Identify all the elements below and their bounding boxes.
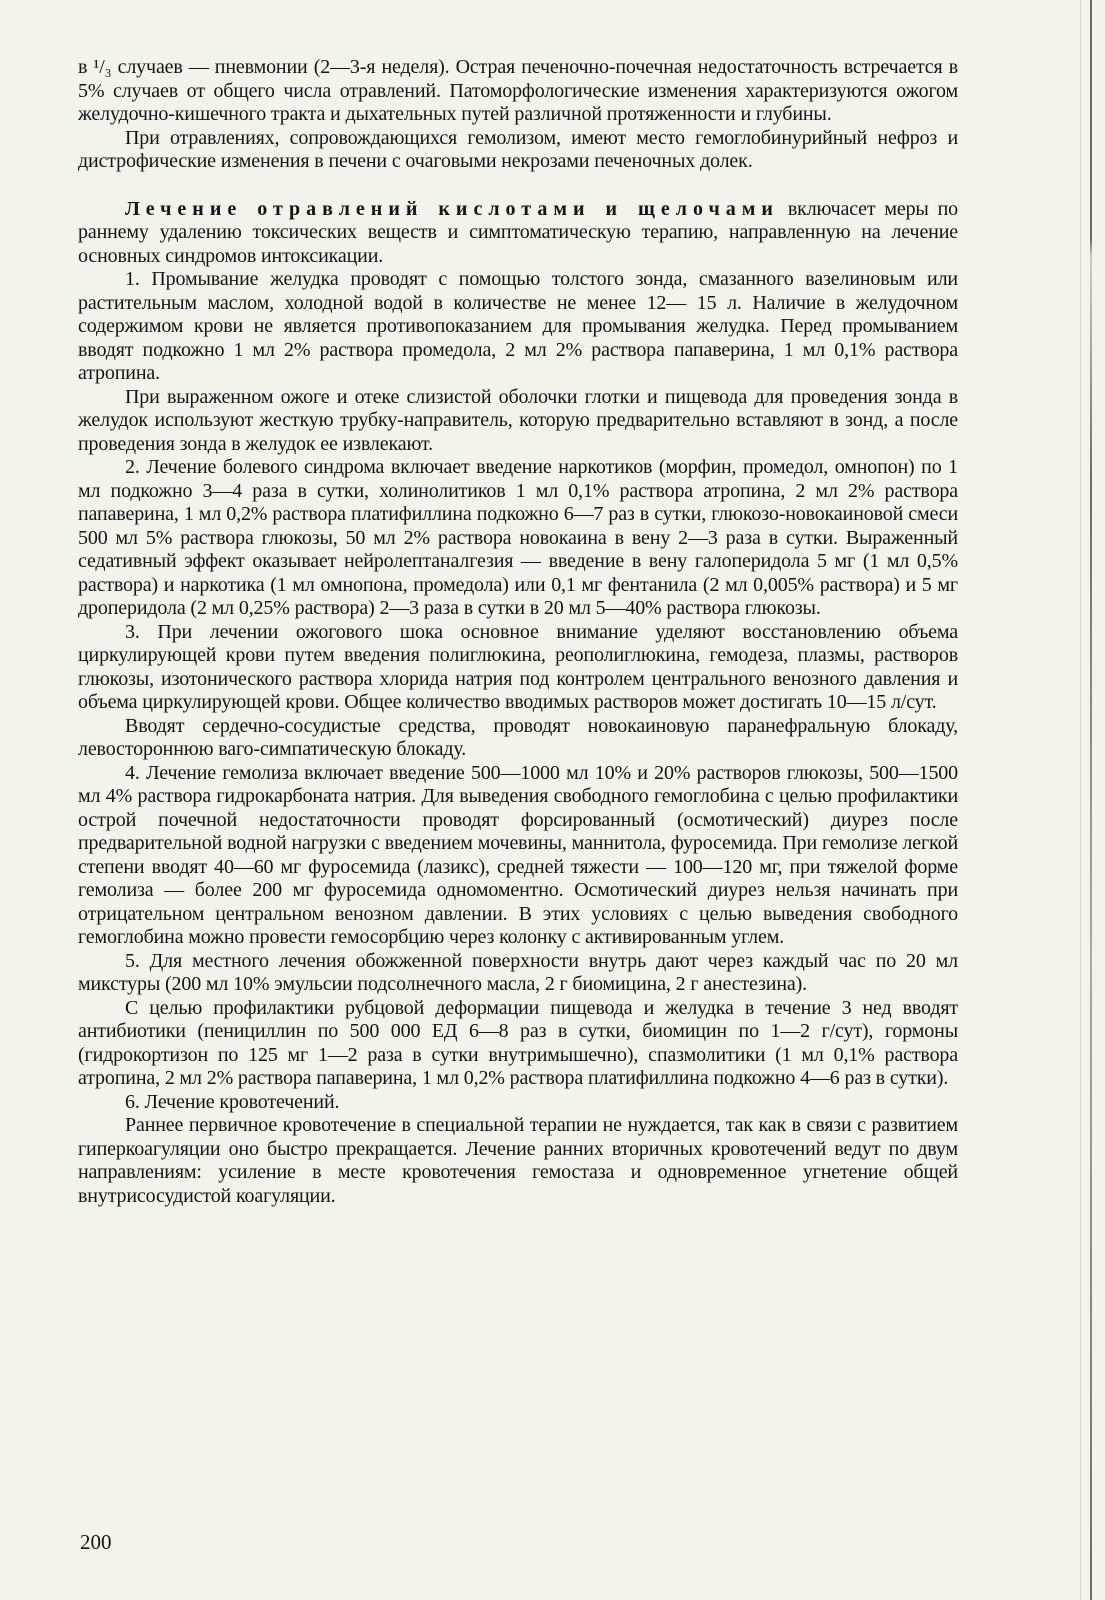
scan-edge-line [1090,0,1092,1600]
section-heading: Лечение отравлений кислотами и щелочами [125,197,779,220]
scan-edge-shadow [1080,0,1081,1600]
paragraph-probe-guide: При выраженном ожоге и отеке слизистой оболочки глотки и пищевода для проведения зонда в желудок используют жесткую трубку-направитель, которую предварительно вставляют в зонд, а после проведения зонда в желудок ее извлекают. [78,385,959,455]
paragraph-hemolysis-treatment: 4. Лечение гемолиза включает введение 500—1000 мл 10% и 20% растворов глюкозы, 500—1500 мл 4% раствора гидрокарбоната натрия. Для выведения свободного гемоглобина с целью профилактики острой почечной недостаточности проводят форсированный (осмотический) диурез после предварительной водной нагрузки с введением мочевины, маннитола, фуросемида. При гемолизе легкой степени вводят 40—60 мг фуросемида (лазикс), средней тяжести — 100—120 мг, при тяжелой форме гемолиза — более 200 мг фуросемида одномоментно. Осмотический диурез нельзя начинать при отрицательном центральном венозном давлении. В этих условиях с целью выведения свободного гемоглобина можно провести гемосорбцию через колонку с активированным углем. [78,761,958,948]
section-gap [78,174,958,198]
document-page [78,56,958,1208]
paragraph-bleeding-heading: 6. Лечение кровотечений. [125,1090,340,1113]
paragraph-pneumonia: в ¹/₃ случаев — пневмонии (2—3-я неделя). Острая печеночно-почечная недостаточность встречается в 5% случаев от общего числа отравлений. Патоморфологические изменения характеризуются ожогом желудочно-кишечного тракта и дыхательных путей различной протяженности и глубины. [78,56,958,125]
paragraph-treatment-intro: Лечение отравлений кислотами и щелочами включасет меры по раннему удалению токсических веществ и симптоматическую терапию, направленную на лечение основных синдромов интоксикации. [78,197,958,267]
paragraph-hemolysis-nephrosis: При отравлениях, сопровождающихся гемолизом, имеют место гемоглобинурийный нефроз и дистрофические изменения в печени с очаговыми некрозами печеночных долек. [78,126,958,172]
paragraph-pain-syndrome: 2. Лечение болевого синдрома включает введение наркотиков (морфин, промедол, омнопон) по 1 мл подкожно 3—4 раза в сутки, холинолитиков 1 мл 0,1% раствора атропина, 2 мл 2% раствора папаверина, 1 мл 0,2% раствора платифиллина подкожно 6—7 раз в сутки, глюкозо-новокаиновой смеси 500 мл 5% раствора глюкозы, 50 мл 2% раствора новокаина в вену 2—3 раза в сутки. Выраженный седативный эффект оказывает нейролептаналгезия — введение в вену галоперидола 5 мг (1 мл 0,5% раствора) и наркотика (1 мл омнопона, промедола) или 0,1 мг фентанила (2 мл 0,005% раствора) и 5 мг дроперидола (2 мл 0,25% раствора) 2—3 раза в сутки в 20 мл 5—40% раствора глюкозы. [78,456,959,619]
paragraph-gastric-lavage: 1. Промывание желудка проводят с помощью толстого зонда, смазанного вазелиновым или растительным маслом, холодной водой в количестве не менее 12— 15 л. Наличие в желудочном содержимом крови не является противопоказанием для промывания желудка. Перед промыванием вводят подкожно 1 мл 2% раствора промедола, 2 мл 2% раствора папаверина, 1 мл 0,1% раствора атропина. [78,268,958,384]
paragraph-scar-prevention: С целью профилактики рубцовой деформации пищевода и желудка в течение 3 нед вводят антибиотики (пенициллин по 500 000 ЕД 6—8 раз в сутки, биомицин по 1—2 г/сут), гормоны (гидрокортизон по 125 мг 1—2 раза в сутки внутримышечно), спазмолитики (1 мл 0,1% раствора атропина, 2 мл 2% раствора папаверина, 1 мл 0,2% раствора платифиллина подкожно 4—6 раз в сутки). [78,996,958,1089]
section-heading-tail: вклю [787,197,831,220]
paragraph-burn-shock: 3. При лечении ожогового шока основное внимание уделяют восстановлению объема циркулирующей крови путем введения полиглюкина, реополиглюкина, гемодеза, плазмы, растворов глюкозы, изотонического раствора хлорида натрия под контролем центрального венозного давления и объема циркулирующей крови. Общее количество вводимых растворов может достигать 10—15 л/сут. [78,620,958,713]
paragraph-local-treatment: 5. Для местного лечения обожженной поверхности внутрь дают через каждый час по 20 мл микстуры (200 мл 10% эмульсии подсолнечного масла, 2 г биомицина, 2 г анестезина). [78,949,958,995]
page-number: 200 [80,1530,112,1554]
paragraph-bleeding-treatment: Раннее первичное кровотечение в специальной терапии не нуждается, так как в связи с развитием гиперкоагуляции оно быстро прекращается. Лечение ранних вторичных кровотечений ведут по двум направлениям: усиление в месте кровотечения гемостаза и одновременное угнетение общей внутрисосудистой коагуляции. [78,1114,958,1207]
paragraph-cardiovascular: Вводят сердечно-сосудистые средства, проводят новокаиновую паранефральную блокаду, левостороннюю ваго-симпатическую блокаду. [78,714,958,760]
